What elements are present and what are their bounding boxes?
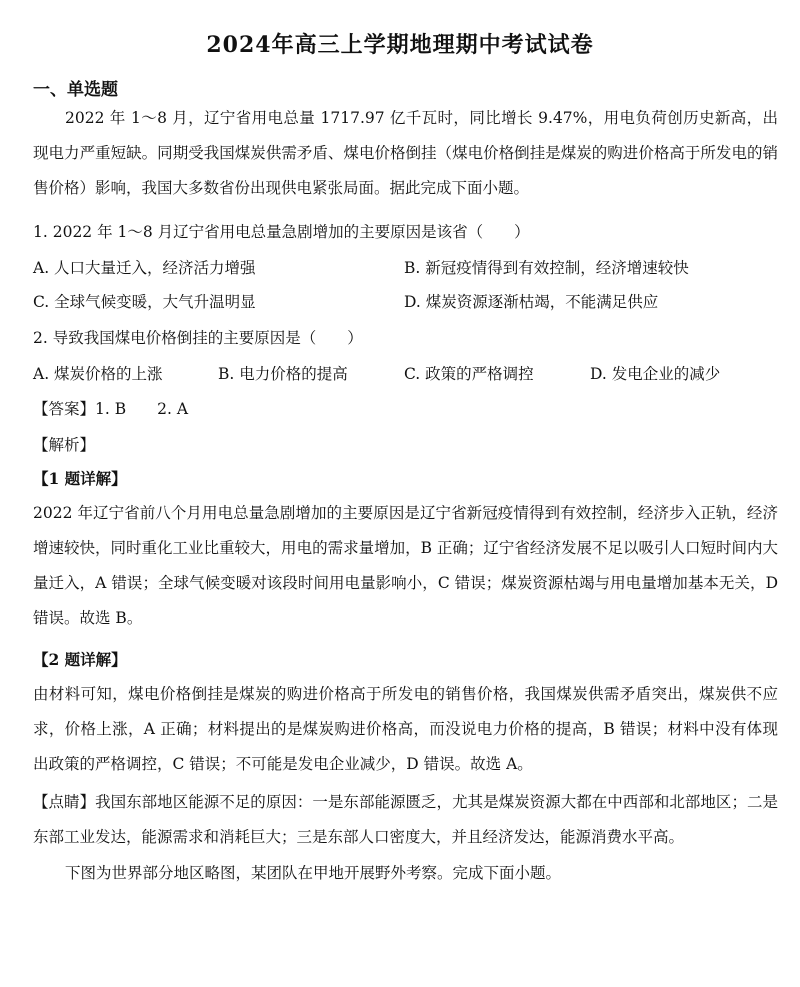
highlight-text: 【点睛】我国东部地区能源不足的原因：一是东部能源匮乏，尤其是煤炭资源大都在中西部和北部地区；二是东部工业发达，能源需求和消耗巨大；三是东部人口密度大，并且经济发达，能源消费水平高。 (33, 793, 778, 846)
answer-line: 【答案】1. B 2. A (33, 400, 189, 418)
material-paragraph-2: 下图为世界部分地区略图，某团队在甲地开展野外考察。完成下面小题。 (65, 864, 562, 882)
question-1-option-b: B. 新冠疫情得到有效控制，经济增速较快 (404, 259, 689, 277)
detail-1-label: 【1 题详解】 (33, 469, 127, 488)
question-2-option-d: D. 发电企业的减少 (590, 365, 721, 383)
material-paragraph-1: 2022 年 1～8 月，辽宁省用电总量 1717.97 亿千瓦时，同比增长 9.47%，用电负荷创历史新高，出现电力严重短缺。同期受我国煤炭供需矛盾、煤电价格倒挂（煤电价格倒挂是煤炭的购进价格高于所发电的销售价格）影响，我国大多数省份出现供电紧张局面。据此完成下面小题。 (33, 109, 778, 197)
question-2-option-b: B. 电力价格的提高 (218, 365, 348, 383)
question-1-option-c: C. 全球气候变暖，大气升温明显 (33, 293, 256, 311)
question-2-stem: 2. 导致我国煤电价格倒挂的主要原因是（ ） (33, 329, 363, 347)
detail-2-label: 【2 题详解】 (33, 650, 127, 669)
section-heading: 一、单选题 (33, 80, 118, 100)
page-title: 2024年高三上学期地理期中考试试卷 (206, 32, 594, 58)
detail-1-text: 2022 年辽宁省前八个月用电总量急剧增加的主要原因是辽宁省新冠疫情得到有效控制，经济步入正轨，经济增速较快，同时重化工业比重较大，用电的需求量增加，B 正确；辽宁省经济发展不足以吸引人口短时间内大量迁入，A 错误；全球气候变暖对该段时间用电量影响小，C 错误；煤炭资源枯竭与用电量增加基本无关，D 错误。故选 B。 (33, 504, 778, 627)
detail-2-text: 由材料可知，煤电价格倒挂是煤炭的购进价格高于所发电的销售价格，我国煤炭供需矛盾突出，煤炭供不应求，价格上涨，A 正确；材料提出的是煤炭购进价格高，而没说电力价格的提高，B 错误；材料中没有体现出政策的严格调控，C 错误；不可能是发电企业减少，D 错误。故选 A。 (33, 685, 778, 773)
question-1-option-d: D. 煤炭资源逐渐枯竭，不能满足供应 (404, 293, 659, 311)
question-1-stem: 1. 2022 年 1～8 月辽宁省用电总量急剧增加的主要原因是该省（ ） (33, 223, 530, 241)
question-2-option-c: C. 政策的严格调控 (404, 365, 534, 383)
question-1-option-a: A. 人口大量迁入，经济活力增强 (33, 259, 256, 277)
analysis-label: 【解析】 (33, 436, 96, 454)
question-2-option-a: A. 煤炭价格的上涨 (33, 365, 163, 383)
